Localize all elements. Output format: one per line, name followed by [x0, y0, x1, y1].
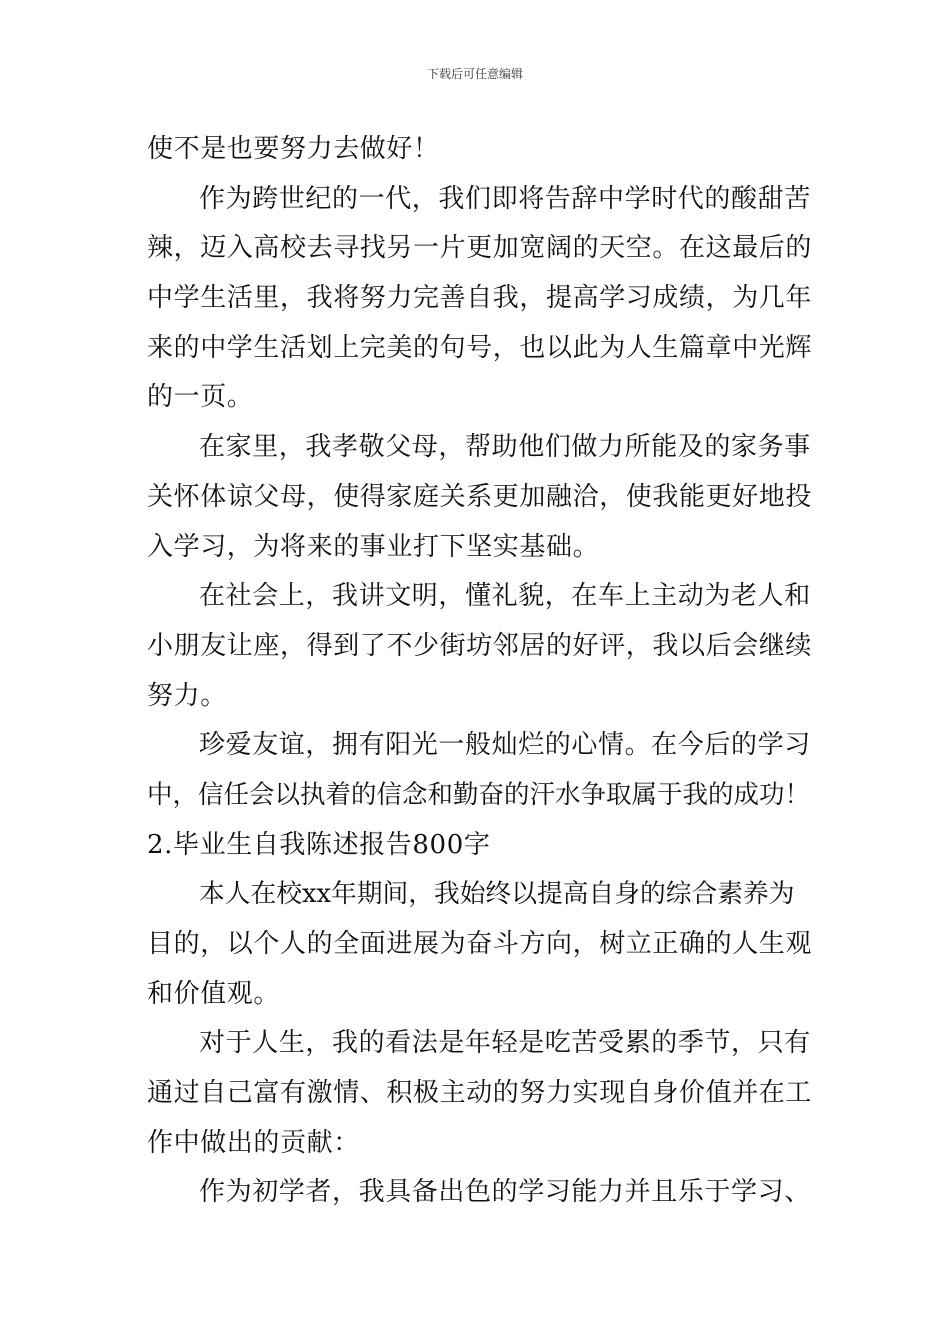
page-header: 下载后可任意编辑: [426, 67, 523, 81]
text-line: 作为跨世纪的一代，我们即将告辞中学时代的酸甜苦: [199, 183, 811, 214]
text-line: 在家里，我孝敬父母，帮助他们做力所能及的家务事: [199, 432, 811, 463]
text-line: 作为初学者，我具备出色的学习能力并且乐于学习、: [199, 1177, 811, 1208]
text-line: 辣，迈入高校去寻找另一片更加宽阔的天空。在这最后的: [147, 233, 813, 264]
text-line: 本人在校xx年期间，我始终以提高自身的综合素养为: [199, 879, 795, 910]
text-line: 努力。: [147, 680, 227, 711]
text-line: 的一页。: [147, 382, 254, 413]
text-line: 小朋友让座，得到了不少街坊邻居的好评，我以后会继续: [147, 630, 813, 661]
text-line: 使不是也要努力去做好！: [147, 134, 440, 164]
text-line: 在社会上，我讲文明，懂礼貌，在车上主动为老人和: [199, 581, 811, 612]
text-line: 和价值观。: [147, 978, 281, 1009]
text-line: 作中做出的贡献：: [147, 1127, 360, 1158]
text-line: 关怀体谅父母，使得家庭关系更加融洽，使我能更好地投: [147, 481, 813, 512]
text-line: 中，信任会以执着的信念和勤奋的汗水争取属于我的成功！: [147, 779, 811, 810]
text-line: 2.毕业生自我陈述报告800字: [147, 829, 491, 860]
text-line: 来的中学生活划上完美的句号，也以此为人生篇章中光辉: [147, 332, 813, 363]
body-text: [147, 125, 812, 1218]
text-line: 珍爱友谊，拥有阳光一般灿烂的心情。在今后的学习: [199, 730, 811, 761]
text-line: 通过自己富有激情、积极主动的努力实现自身价值并在工: [147, 1078, 813, 1109]
text-line: 对于人生，我的看法是年轻是吃苦受累的季节，只有: [199, 1028, 811, 1059]
text-line: 目的，以个人的全面进展为奋斗方向，树立正确的人生观: [147, 929, 813, 959]
text-line: 入学习，为将来的事业打下坚实基础。: [147, 531, 600, 562]
text-line: 中学生活里，我将努力完善自我，提高学习成绩，为几年: [147, 283, 813, 314]
